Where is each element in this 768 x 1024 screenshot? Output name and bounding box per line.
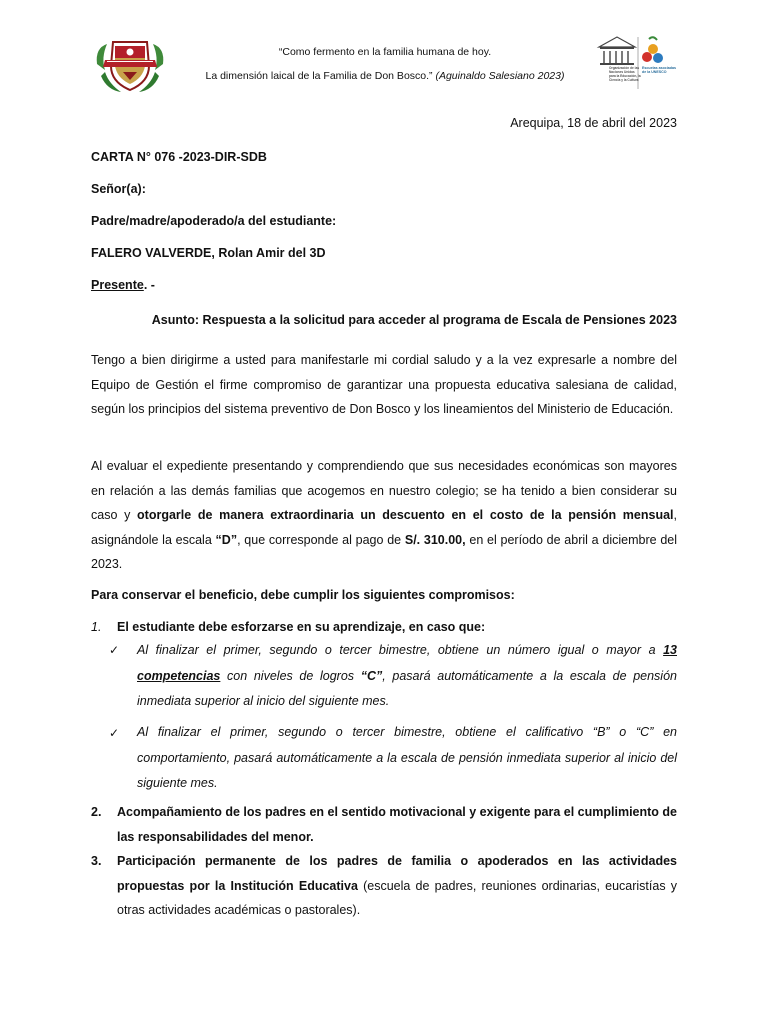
item-number-1: 1. xyxy=(91,620,102,634)
decision-discount: otorgarle de manera extraordinaria un descuento en el costo de la pensión mensual xyxy=(137,508,674,522)
motto-quote: La dimensión laical de la Familia de Don Bosco.” xyxy=(205,70,433,82)
item-number-3: 3. xyxy=(91,854,102,868)
commitment-item-3 xyxy=(91,849,677,923)
decision-text-2: , asignándole la escala xyxy=(91,508,677,547)
paragraph-greeting: Tengo a bien dirigirme a usted para manifestarle mi cordial saludo y a la vez expresarle a nombre del Equipo de Gestión el firme compromiso de garantizar una propuesta educativa salesiana de calidad, según los principios del sistema preventivo de Don Bosco y los lineamientos del Ministerio de Educación. xyxy=(91,353,677,416)
recipient-name: FALERO VALVERDE, Rolan Amir del 3D xyxy=(91,246,326,260)
commitments-intro: Para conservar el beneficio, debe cumplir los siguientes compromisos: xyxy=(91,588,515,602)
header-motto xyxy=(190,40,580,88)
motto-citation: (Aguinaldo Salesiano 2023) xyxy=(435,70,565,82)
salutation: Señor(a): xyxy=(91,182,146,196)
item-number-2: 2. xyxy=(91,805,102,819)
checkmark-icon: ✓ xyxy=(109,643,120,657)
bullet1-level: “C” xyxy=(360,668,383,683)
decision-text-4: en el período de abril a diciembre del 2023. xyxy=(91,532,678,571)
decision-text-1: Al evaluar el expediente presentando y comprendiendo que sus necesidades económicas son mayores en relación a las demás familias que acogemos en nuestro colegio; se ha tenido a bien considerar su caso y xyxy=(91,459,677,522)
decision-scale: “D” xyxy=(215,532,238,547)
letter-number: CARTA N° 076 -2023-DIR-SDB xyxy=(91,150,267,164)
commitment-item-1 xyxy=(91,615,677,640)
item-text-1: El estudiante debe esforzarse en su aprendizaje, en caso que: xyxy=(117,620,486,634)
decision-text-3: , que corresponde al pago de xyxy=(237,532,405,547)
presente-suffix: . - xyxy=(143,278,155,292)
bullet1-competencias: 13 competencias xyxy=(137,643,677,683)
letter-subject: Asunto: Respuesta a la solicitud para acceder al programa de Escala de Pensiones 2023 xyxy=(151,313,677,327)
bullet-competencias xyxy=(137,638,677,715)
school-crest-logo xyxy=(93,36,167,94)
unesco-logo xyxy=(595,33,675,93)
paragraph-decision xyxy=(91,454,677,577)
item3-examples: (escuela de padres, reuniones ordinarias, eucaristías y otras actividades académicas o pastorales). xyxy=(117,878,678,917)
bullet1-text-2: con niveles de logros xyxy=(220,668,361,683)
item-text-2: Acompañamiento de los padres en el sentido motivacional y exigente para el cumplimiento de las responsabilidades del menor. xyxy=(117,805,677,844)
bullet-comportamiento: Al finalizar el primer, segundo o tercer bimestre, obtiene el calificativo “B” o “C” en comportamiento, pasará automáticamente a la escala de pensión inmediata superior al inicio del siguiente mes. xyxy=(137,725,677,790)
bullet1-text-1: Al finalizar el primer, segundo o tercer bimestre, obtiene un número igual o mayor a xyxy=(137,643,664,657)
commitment-item-2 xyxy=(91,800,677,849)
presente-word: Presente xyxy=(91,278,144,292)
decision-amount: S/. 310.00, xyxy=(404,532,466,547)
item3-text-1: Participación permanente de los padres de familia o apoderados en las actividades propuestas por la Institución Educativa xyxy=(117,854,677,893)
recipient-role: Padre/madre/apoderado/a del estudiante: xyxy=(91,214,337,228)
school-network-caption: Escuelas asociadas de la UNESCO xyxy=(642,66,676,75)
motto-line-2 xyxy=(190,64,580,88)
item-text-3 xyxy=(117,849,677,923)
letter-date: Arequipa, 18 de abril del 2023 xyxy=(510,116,677,130)
unesco-caption: Organización de las Naciones Unidas para la Educación, la Ciencia y la Cultura xyxy=(609,66,641,82)
presente xyxy=(91,278,155,292)
motto-line-1: “Como fermento en la familia humana de hoy. xyxy=(278,46,492,58)
bullet1-text-3: , pasará automáticamente a la escala de pensión inmediata superior al inicio del siguiente mes. xyxy=(137,668,677,708)
checkmark-icon: ✓ xyxy=(109,726,120,740)
